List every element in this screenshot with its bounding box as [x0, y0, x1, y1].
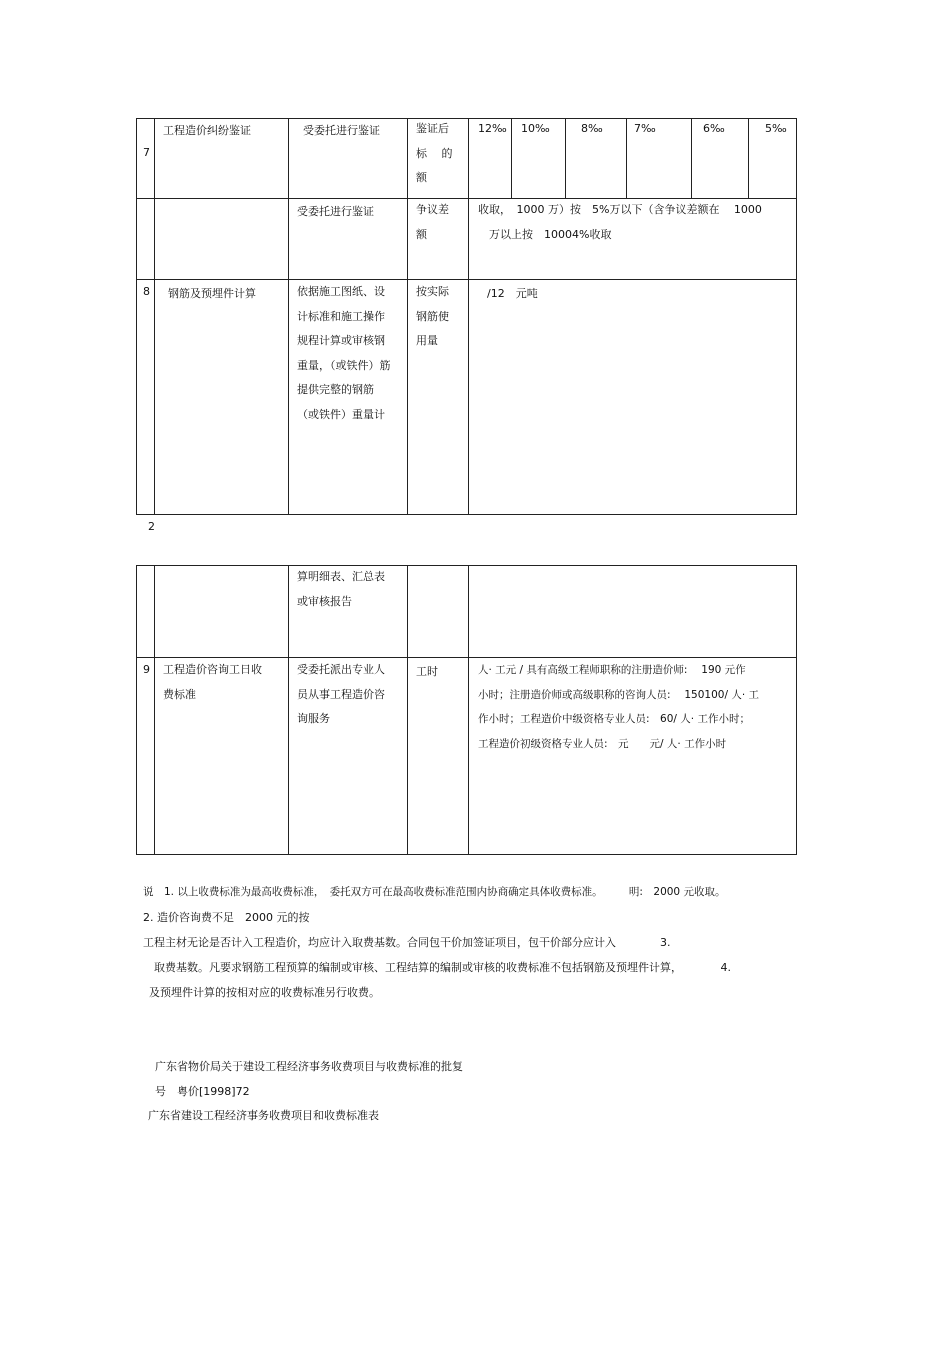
fee-standard-line: 收取， 1000 万）按 5%万以下（含争议差额在 1000: [478, 203, 762, 216]
service-content-line: （或铁件）重量计: [297, 407, 385, 421]
fee-basis: [416, 198, 449, 247]
note-line: 2. 造价咨询费不足 2000 元的按: [143, 911, 310, 924]
rate-value: 7‰: [634, 122, 656, 135]
note-line: 工程主材无论是否计入工程造价，均应计入取费基数。合同包干价加签证项目，包干价部分应计入 3.: [143, 936, 671, 949]
fee-basis-line: 鉴证后: [416, 122, 449, 135]
service-content-line: 或审核报告: [297, 594, 352, 608]
rate-value: 12‰: [478, 122, 507, 135]
service-content-line: 算明细表、汇总表: [297, 570, 385, 583]
fee-basis-line: 额: [416, 227, 427, 241]
service-content: [297, 280, 391, 427]
service-content-line: 规程计算或审核钢: [297, 334, 385, 347]
service-content-line: 依据施工图纸、设: [297, 285, 385, 298]
item-name: [163, 658, 262, 707]
fee-basis: [416, 117, 453, 191]
service-content: 受委托进行鉴证: [303, 124, 380, 137]
row-number: 9: [143, 663, 150, 676]
fee-standard: [478, 658, 759, 756]
document-number: 号 粤价[1998]72: [155, 1085, 250, 1098]
item-name: 钢筋及预埋件计算: [168, 287, 256, 300]
fee-standard: /12 元吨: [487, 287, 538, 300]
fee-standard-line: 万以上按 10004%收取: [478, 227, 612, 241]
fee-basis-line: 按实际: [416, 285, 449, 298]
rate-value: 8‰: [581, 122, 603, 135]
fee-standard-line: 人· 工元 / 具有高级工程师职称的注册造价师: 190 元作: [478, 664, 746, 676]
service-content-line: 员从事工程造价咨: [297, 687, 385, 701]
note-line: 取费基数。凡要求钢筋工程预算的编制或审核、工程结算的编制或审核的收费标准不包括钢筋及预埋件计算， 4.: [154, 961, 731, 974]
fee-standard-line: 工程造价初级资格专业人员: 元 元/ 人· 工作小时: [478, 737, 727, 750]
fee-basis: 工时: [416, 665, 438, 678]
page-number: 2: [148, 520, 155, 533]
fee-basis-line: 额: [416, 171, 427, 184]
rate-value: 5‰: [765, 122, 787, 135]
service-content-line: 重量，（或铁件）筋: [297, 358, 391, 372]
service-content: [297, 658, 385, 732]
fee-basis: [416, 280, 449, 354]
fee-basis-line: 钢筋使: [416, 309, 449, 323]
note-line: 说 1. 以上收费标准为最高收费标准， 委托双方可在最高收费标准范围内协商确定具体收费标准。 明: 2000 元收取。: [143, 886, 726, 898]
item-name: 工程造价纠纷鉴证: [163, 124, 251, 137]
service-content-line: 受委托派出专业人: [297, 663, 385, 676]
service-content: 受委托进行鉴证: [297, 205, 374, 218]
service-content-line: 提供完整的钢筋: [297, 383, 374, 396]
approval-title: 广东省物价局关于建设工程经济事务收费项目与收费标准的批复: [155, 1060, 463, 1073]
row-number: 8: [143, 285, 150, 298]
fee-table-title: 广东省建设工程经济事务收费项目和收费标准表: [148, 1109, 379, 1122]
fee-standard-line: 作小时；工程造价中级资格专业人员: 60/ 人· 工作小时；: [478, 713, 750, 725]
rate-value: 10‰: [521, 122, 550, 135]
service-content: [297, 565, 385, 614]
service-content-line: 询服务: [297, 712, 330, 725]
row-number: 7: [143, 146, 150, 159]
rate-value: 6‰: [703, 122, 725, 135]
item-name-line: 费标准: [163, 687, 196, 701]
item-name-line: 工程造价咨询工日收: [163, 663, 262, 676]
fee-basis-line: 标 的: [416, 146, 453, 160]
fee-standard: [478, 198, 762, 247]
fee-basis-line: 争议差: [416, 203, 449, 216]
fee-standard-line: 小时；注册造价师或高级职称的咨询人员: 150100/ 人· 工: [478, 688, 760, 701]
fee-basis-line: 用量: [416, 334, 438, 347]
service-content-line: 计标准和施工操作: [297, 309, 385, 323]
note-line: 及预埋件计算的按相对应的收费标准另行收费。: [149, 986, 380, 999]
